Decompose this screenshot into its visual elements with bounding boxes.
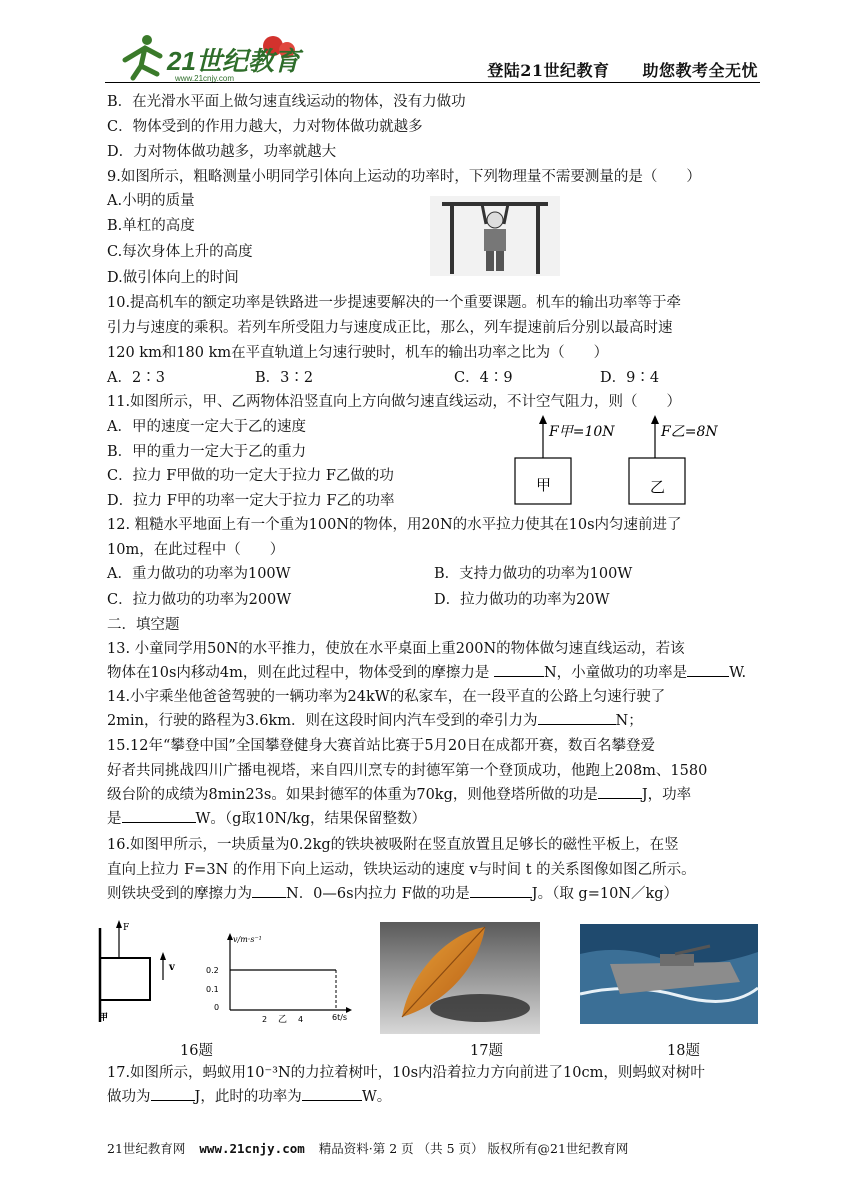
q14-line1: 14.小宇乘坐他爸爸驾驶的一辆功率为24kW的私家车，在一段平直的公路上匀速行驶了 [107, 689, 666, 705]
svg-text:v: v [169, 962, 175, 973]
q13-line1: 13. 小童同学用50N的水平推力，使放在水平桌面上重200N的物体做匀速直线运动，若该 [107, 641, 685, 657]
svg-text:甲: 甲 [99, 1013, 109, 1023]
q12-option-c: C．拉力做功的功率为200W [107, 592, 292, 608]
q10-option-d: D．9∶4 [600, 370, 660, 386]
leaf-ant-photo [380, 922, 540, 1034]
header-slogan: 登陆21世纪教育 助您教考全无忧 [487, 61, 758, 80]
q11-stem: 11.如图所示，甲、乙两物体沿竖直向上方向做匀速直线运动，不计空气阻力，则（ ） [107, 394, 682, 410]
q15-line1: 15.12年“攀登中国”全国攀登健身大赛首站比赛于5月20日在成都开赛，数百名攀登爱 [107, 738, 656, 754]
force-boxes-figure [505, 412, 718, 507]
q15-line4: 是 W。（g取10N/kg，结果保留整数） [107, 808, 426, 830]
svg-text:0: 0 [214, 1003, 220, 1012]
q9-option-a: A.小明的质量 [107, 193, 195, 209]
amphibious-vehicle-photo [580, 924, 758, 1024]
svg-text:www.21cnjy.com: www.21cnjy.com [175, 74, 234, 83]
magnet-plate-figure [95, 918, 190, 1026]
q11-option-b: B．甲的重力一定大于乙的重力 [107, 444, 307, 460]
f-jia-label: F甲=10N [549, 424, 615, 440]
q11-option-a: A．甲的速度一定大于乙的速度 [107, 419, 306, 435]
q11-option-c: C．拉力 F甲做的功一定大于拉力 F乙做的功 [107, 468, 394, 484]
q10-line1: 10.提高机车的额定功率是铁路进一步提速要解决的一个重要课题。机车的输出功率等于牵 [107, 295, 682, 311]
page-header [105, 30, 760, 84]
svg-text:6t/s: 6t/s [332, 1013, 348, 1022]
q9-stem: 9.如图所示，粗略测量小明同学引体向上运动的功率时，下列物理量不需要测量的是（ ） [107, 169, 701, 185]
q16-line1: 16.如图甲所示，一块质量为0.2kg的铁块被吸附在竖直放置且足够长的磁性平板上，在竖 [107, 837, 679, 853]
q15-line2: 好者共同挑战四川广播电视塔，来自四川烹专的封德军第一个登顶成功，他跑上208m、1580 [107, 763, 708, 779]
vt-graph [200, 930, 355, 1025]
q15-line3: 级台阶的成绩为8min23s。如果封德军的体重为70kg，则他登塔所做的功是 J，功率 [107, 784, 691, 806]
svg-text:乙: 乙 [278, 1015, 288, 1025]
footer-site: 21世纪教育网 [107, 1141, 186, 1156]
q10-option-a: A．2∶3 [107, 370, 165, 386]
q17-line1: 17.如图所示，蚂蚁用10⁻³N的力拉着树叶，10s内沿着拉力方向前进了10cm，则蚂蚁对树叶 [107, 1065, 705, 1081]
svg-text:0.1: 0.1 [206, 985, 219, 994]
q8-option-c: C．物体受到的作用力越大，力对物体做功就越多 [107, 119, 423, 135]
pullup-figure [430, 196, 560, 276]
footer-pageinfo: 精品资料·第 2 页 （共 5 页） 版权所有@21世纪教育网 [318, 1141, 629, 1156]
svg-text:乙: 乙 [650, 478, 666, 496]
q8-option-d: D．力对物体做功越多，功率就越大 [107, 144, 337, 160]
svg-text:0.2: 0.2 [206, 966, 219, 975]
header-divider [105, 82, 760, 83]
q14-line2: 2min，行驶的路程为3.6km．则在这段时间内汽车受到的牵引力为 N； [107, 710, 643, 732]
q9-option-d: D.做引体向上的时间 [107, 270, 239, 286]
footer-url[interactable]: www.21cnjy.com [199, 1141, 305, 1156]
logo [105, 30, 305, 84]
section-fill-blank: 二．填空题 [107, 617, 180, 633]
caption-18: 18题 [667, 1043, 700, 1059]
caption-17: 17题 [470, 1043, 503, 1059]
f-yi-label: F乙=8N [661, 424, 718, 440]
q12-option-d: D．拉力做功的功率为20W [434, 592, 610, 608]
svg-text:甲: 甲 [536, 476, 552, 494]
svg-text:F: F [123, 923, 130, 933]
caption-16: 16题 [180, 1043, 213, 1059]
q13-line2: 物体在10s内移动4m，则在此过程中，物体受到的摩擦力是 N，小童做功的功率是 W. [107, 662, 746, 684]
q11-option-d: D．拉力 F甲的功率一定大于拉力 F乙的功率 [107, 493, 395, 509]
q12-line1: 12. 粗糙水平地面上有一个重为100N的物体，用20N的水平拉力使其在10s内匀速前进了 [107, 517, 682, 533]
q9-option-c: C.每次身体上升的高度 [107, 244, 253, 260]
page-footer [107, 1139, 628, 1157]
q16-line2: 直向上拉力 F=3N 的作用下向上运动，铁块运动的速度 v与时间 t 的关系图像如图乙所示。 [107, 862, 696, 878]
q8-option-b: B．在光滑水平面上做匀速直线运动的物体，没有力做功 [107, 94, 466, 110]
svg-text:4: 4 [298, 1015, 304, 1024]
svg-text:v/m·s⁻¹: v/m·s⁻¹ [233, 935, 262, 944]
q10-option-b: B．3∶2 [255, 370, 314, 386]
q10-line2: 引力与速度的乘积。若列车所受阻力与速度成正比，那么，列车提速前后分别以最高时速 [107, 320, 673, 336]
q12-line2: 10m，在此过程中（ ） [107, 542, 285, 558]
q16-line3: 则铁块受到的摩擦力为 N．0—6s内拉力 F做的功是 J。（取 g=10N／kg） [107, 883, 678, 905]
q9-option-b: B.单杠的高度 [107, 218, 195, 234]
q12-option-a: A．重力做功的功率为100W [107, 566, 291, 582]
q10-line3: 120 km和180 km在平直轨道上匀速行驶时，机车的输出功率之比为（ ） [107, 345, 609, 361]
q10-option-c: C．4∶9 [454, 370, 513, 386]
svg-text:21世纪教育: 21世纪教育 [167, 46, 300, 76]
q12-option-b: B．支持力做功的功率为100W [434, 566, 633, 582]
svg-text:2: 2 [262, 1015, 268, 1024]
q17-line2: 做功为 J，此时的功率为 W。 [107, 1086, 391, 1108]
